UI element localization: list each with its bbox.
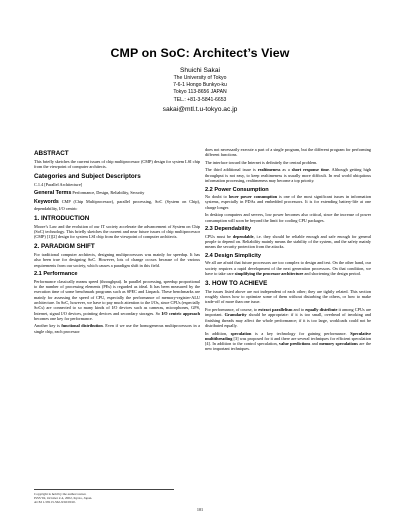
general-terms-text: Performance, Design, Reliability, Security <box>72 190 145 196</box>
achieve-paragraph-2 <box>205 307 371 328</box>
power-heading: 2.2 Power Consumption <box>205 186 269 193</box>
paradigm-shift-text: For traditional computer architects, designing multiprocessors was mainly for speedup. It has also been true for designing SoC. However, lots of change occurs because of the various requirements from our society, which causes a paradigm shift in this field. <box>34 252 200 268</box>
extract-parallelism-term: extract parallelism <box>258 307 293 313</box>
power-p1-start: No doubt to <box>205 194 227 200</box>
achieve-p3-start: In addition, <box>205 330 228 336</box>
performance-paragraph-2 <box>34 323 200 334</box>
equally-distribute-term: equally distribute <box>305 307 338 313</box>
performance-p2-start: Another key is <box>34 323 60 329</box>
dependability-end: , i.e. they should be reliable enough and safe enough for general people to depend on. Reliability mainly means the stability of the system, and the safety mainly means the security protection from the attacks. <box>205 233 372 250</box>
abstract-text: This briefly sketches the current issues of chip multiprocessor (CMP) design for system LSI chip from the viewpoint of computer architects. <box>34 158 200 169</box>
realtime-start: The third additional issue is <box>205 167 256 173</box>
design-simplicity-heading: 2.4 Design Simplicity <box>205 252 261 259</box>
introduction-text: Moore’s Law and the evolution of our IT society accelerate the advancement of System on Chip (SoC) technology. This briefly sketches the current and near future issues of chip multiprocessor (CMP) [1][2] design for system LSI chip from the viewpoint of computer architects. <box>34 223 200 240</box>
author-address-line2: Tokyo 113-8656 JAPAN <box>173 89 227 96</box>
performance-paragraph-1 <box>34 279 200 321</box>
author-name: Shuichi Sakai <box>180 67 220 74</box>
achieve-p3-end: are the new important techniques. <box>205 341 371 352</box>
power-paragraph-2: In desktop computers and servers, low power becomes also critical, since the increase of power consumption will soon be beyond the limit for cooling CPU packages. <box>205 212 371 223</box>
performance-p1-text: Performance classically means speed (throughput). In parallel processing, speedup proportional to the number of processing elements (PEs) is regarded as ideal. It has been measured by the execution time of some benchmark programs such as SPEC and Linpack. These benchmarks are mainly for assessing the speed of CPU, especially the performance of memory-register-ALU architecture. In SoC, however, we have to pay much attention to the I/Os, since CPUs (especially SoCs) are connected to so many kinds of I/O devices such as cameras, microphones, GPS, Internet, signal I/O devices, pointing devices and secondary storages. So <box>34 278 200 316</box>
value-predictions-term: value predictions <box>279 341 311 347</box>
page-number: 101 <box>196 507 204 512</box>
paper-title: CMP on SoC: Architect’s View <box>110 46 290 60</box>
granularity-term: Granularity <box>224 312 247 318</box>
simplicity-start: We all are afraid that future processors are too complex to design and test. On the other hand, our society requires a rapid development of the next generation processors. On that condition, we have to take care <box>205 260 371 276</box>
right-paragraph-3 <box>205 167 371 183</box>
categories-heading: Categories and Subject Descriptors <box>34 173 141 181</box>
performance-p2-end: . Even if we use the homogeneous multiprocessors in a single chip, each processor <box>34 323 200 334</box>
lower-power-term: lower power consumption <box>228 194 278 200</box>
achieve-p2-mid2: it among CPUs are important. <box>205 307 372 318</box>
power-paragraph-1 <box>205 194 371 210</box>
achieve-p2-end: should be appropriate: if it is too small, overhead of invoking and finishing threads may affect the whole performance; if it is too large, workloads could not be distributed equally. <box>205 312 372 328</box>
short-response-term: short response time <box>291 167 329 173</box>
author-address-line1: 7-6-1 Hongo Bunkyo-ku <box>173 82 227 89</box>
achieve-p2-mid: and to <box>293 307 305 313</box>
introduction-heading: 1. INTRODUCTION <box>34 214 90 222</box>
achieve-p2-start: For performance, of course, to <box>205 307 258 313</box>
achieve-p3-mid2: [3] was proposed for it and there are several techniques for efficient speculation [4]. In addition to the control speculation, <box>205 335 371 347</box>
abstract-heading: ABSTRACT <box>34 150 69 157</box>
right-column <box>205 147 371 354</box>
author-affiliation: The University of Tokyo <box>173 75 227 81</box>
paradigm-shift-heading: 2. PARADIGM SHIFT <box>34 243 95 251</box>
power-p1-end: is one of the most significant issues in information systems, especially in PDAs and embedded processors. It is for extending battery-life at one charge longer. <box>205 194 372 210</box>
copyright-line-2: ISSS’02, October 2-4, 2002, Kyoto, Japan. <box>34 496 93 501</box>
performance-heading: 2.1 Performance <box>34 271 78 278</box>
memory-speculations-term: memory speculations <box>319 341 358 347</box>
simplifying-term: simplifying the processor architecture <box>234 270 304 276</box>
realtime-end: . Although getting high throughput is not easy, to keep realtimeness is usually more difficult. In real world ubiquitous information processing, realtimeness may become a top priority. <box>205 167 371 184</box>
author-email: sakai@mtl.t.u-tokyo.ac.jp <box>162 105 238 113</box>
realtime-mid: as a <box>282 167 290 173</box>
speculation-term: speculation <box>230 330 252 336</box>
performance-p1-end: becomes one key for performance. <box>34 315 93 321</box>
right-paragraph-1: does not necessarily execute a part of a single program, but the different program for performing different functions. <box>205 147 371 158</box>
keywords-heading: Keywords <box>34 199 59 206</box>
speculative-multithreading-term: Speculative multithreading <box>205 330 372 341</box>
realtimeness-term: realtimeness <box>257 167 281 173</box>
achieve-p3-mid: is a key technology for gaining performance. <box>254 330 347 336</box>
dependability-paragraph <box>205 234 371 250</box>
achieve-paragraph-3 <box>205 331 371 352</box>
categories-value: C.1.4 [Parallel Architecture] <box>34 181 83 187</box>
copyright-line-1: Copyright is held by the author/owner. <box>34 492 87 496</box>
dependable-term: dependable <box>232 233 254 239</box>
author-telephone: TEL.: +81-3-5841-6653 <box>173 96 227 103</box>
functional-distribution-term: functional distribution <box>61 323 103 329</box>
dependability-heading: 2.3 Dependability <box>205 226 252 233</box>
how-to-achieve-heading: 3. HOW TO ACHIEVE <box>205 280 268 288</box>
general-terms-line <box>34 190 200 196</box>
copyright-notice <box>34 489 174 504</box>
author-block <box>0 66 400 115</box>
general-terms-heading: General Terms <box>34 190 72 197</box>
dependability-start: CPUs must be <box>205 233 231 239</box>
io-centric-term: I/O centric approach <box>161 310 201 316</box>
simplicity-end: and shortening the design period. <box>304 270 361 276</box>
categories-text <box>34 182 200 187</box>
achieve-paragraph-1: The issues listed above are not independent of each other; they are tightly related. This section roughly shows how to optimize some of them without disturbing the others, or how to make trade-off of more than one issue. <box>205 288 371 305</box>
copyright-line-3: ACM 1-58113-562-9/02/0010. <box>34 500 76 505</box>
achieve-p3-mid3: and <box>311 341 318 347</box>
keywords-line <box>34 199 200 211</box>
right-paragraph-2: The interface toward the Internet is definitely the central problem. <box>205 159 318 165</box>
keywords-text: CMP (Chip Multiprocessor), parallel processing, SoC (System on Chip), dependability, I/O centric <box>34 199 200 211</box>
design-simplicity-paragraph <box>205 260 371 276</box>
left-column <box>34 146 200 336</box>
